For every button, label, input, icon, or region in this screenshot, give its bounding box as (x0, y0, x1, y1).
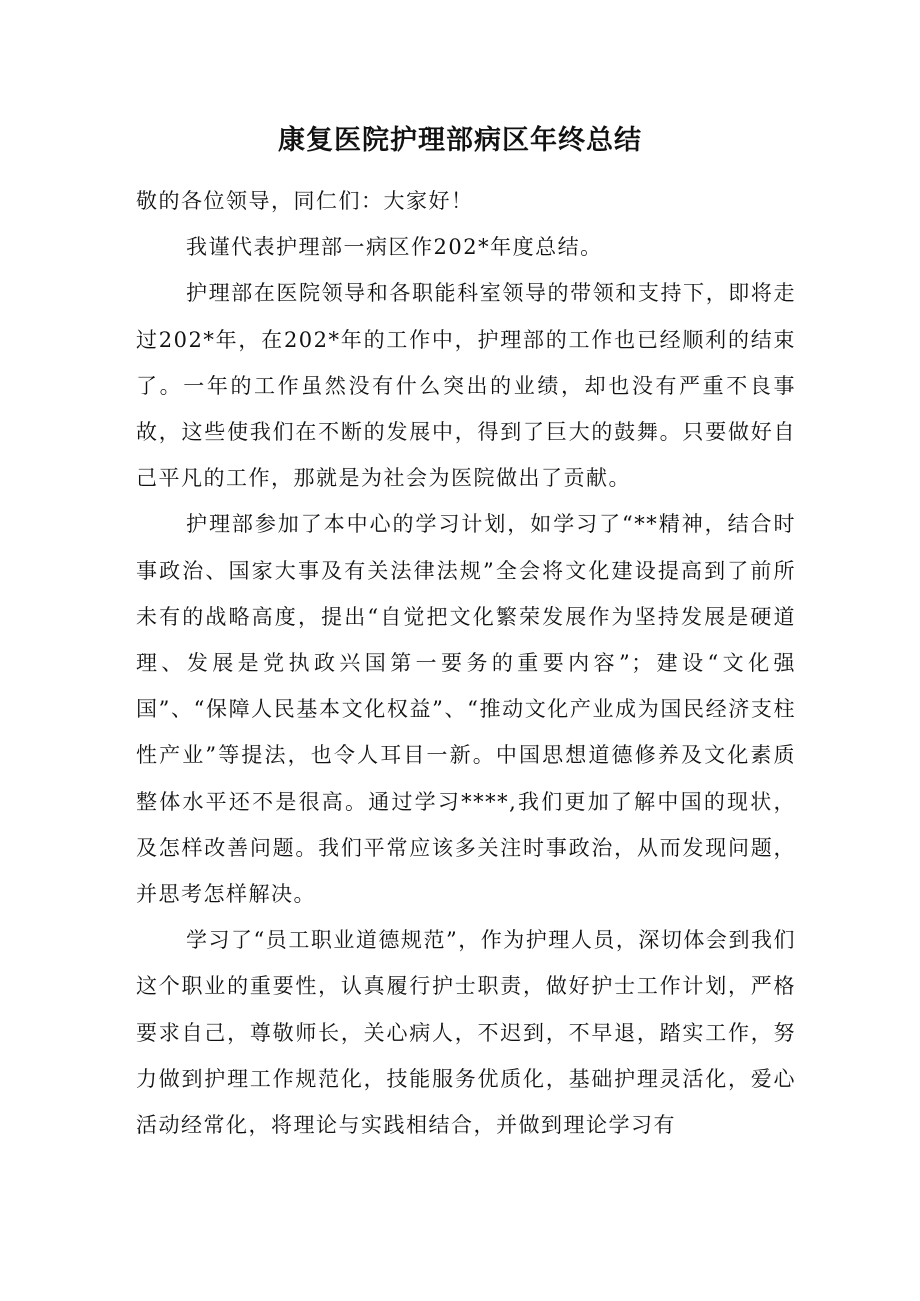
paragraph-study-plan: 护理部参加了本中心的学习计划，如学习了“**精神，结合时事政治、国家大事及有关法律法规”全会将文化建设提高到了前所未有的战略高度，提出“自觉把文化繁荣发展作为坚持发展是硬道理、发展是党执政兴国第一要务的重要内容”；建设“文化强国”、“保障人民基本文化权益”、“推动文化产业成为国民经济支柱性产业”等提法，也令人耳目一新。中国思想道德修养及文化素质整体水平还不是很高。通过学习****,我们更加了解中国的现状，及怎样改善问题。我们平常应该多关注时事政治，从而发现问题，并思考怎样解决。 (136, 512, 796, 907)
paragraph-overview: 护理部在医院领导和各职能科室领导的带领和支持下，即将走过202*年，在202*年的工作中，护理部的工作也已经顺利的结束了。一年的工作虽然没有什么突出的业绩，却也没有严重不良事故，这些使我们在不断的发展中，得到了巨大的鼓舞。只要做好自己平凡的工作，那就是为社会为医院做出了贡献。 (136, 281, 796, 491)
salutation-line: 敬的各位领导，同仁们：大家好！ (136, 189, 474, 213)
paragraph-intro: 我谨代表护理部一病区作202*年度总结。 (186, 235, 603, 260)
page-title: 康复医院护理部病区年终总结 (278, 125, 642, 156)
document-body (136, 178, 796, 1148)
paragraph-ethics: 学习了“员工职业道德规范”，作为护理人员，深切体会到我们这个职业的重要性，认真履行护士职责，做好护士工作计划，严格要求自己，尊敬师长，关心病人，不迟到，不早退，踏实工作，努力做到护理工作规范化，技能服务优质化，基础护理灵活化，爱心活动经常化，将理论与实践相结合，并做到理论学习有 (136, 928, 796, 1138)
